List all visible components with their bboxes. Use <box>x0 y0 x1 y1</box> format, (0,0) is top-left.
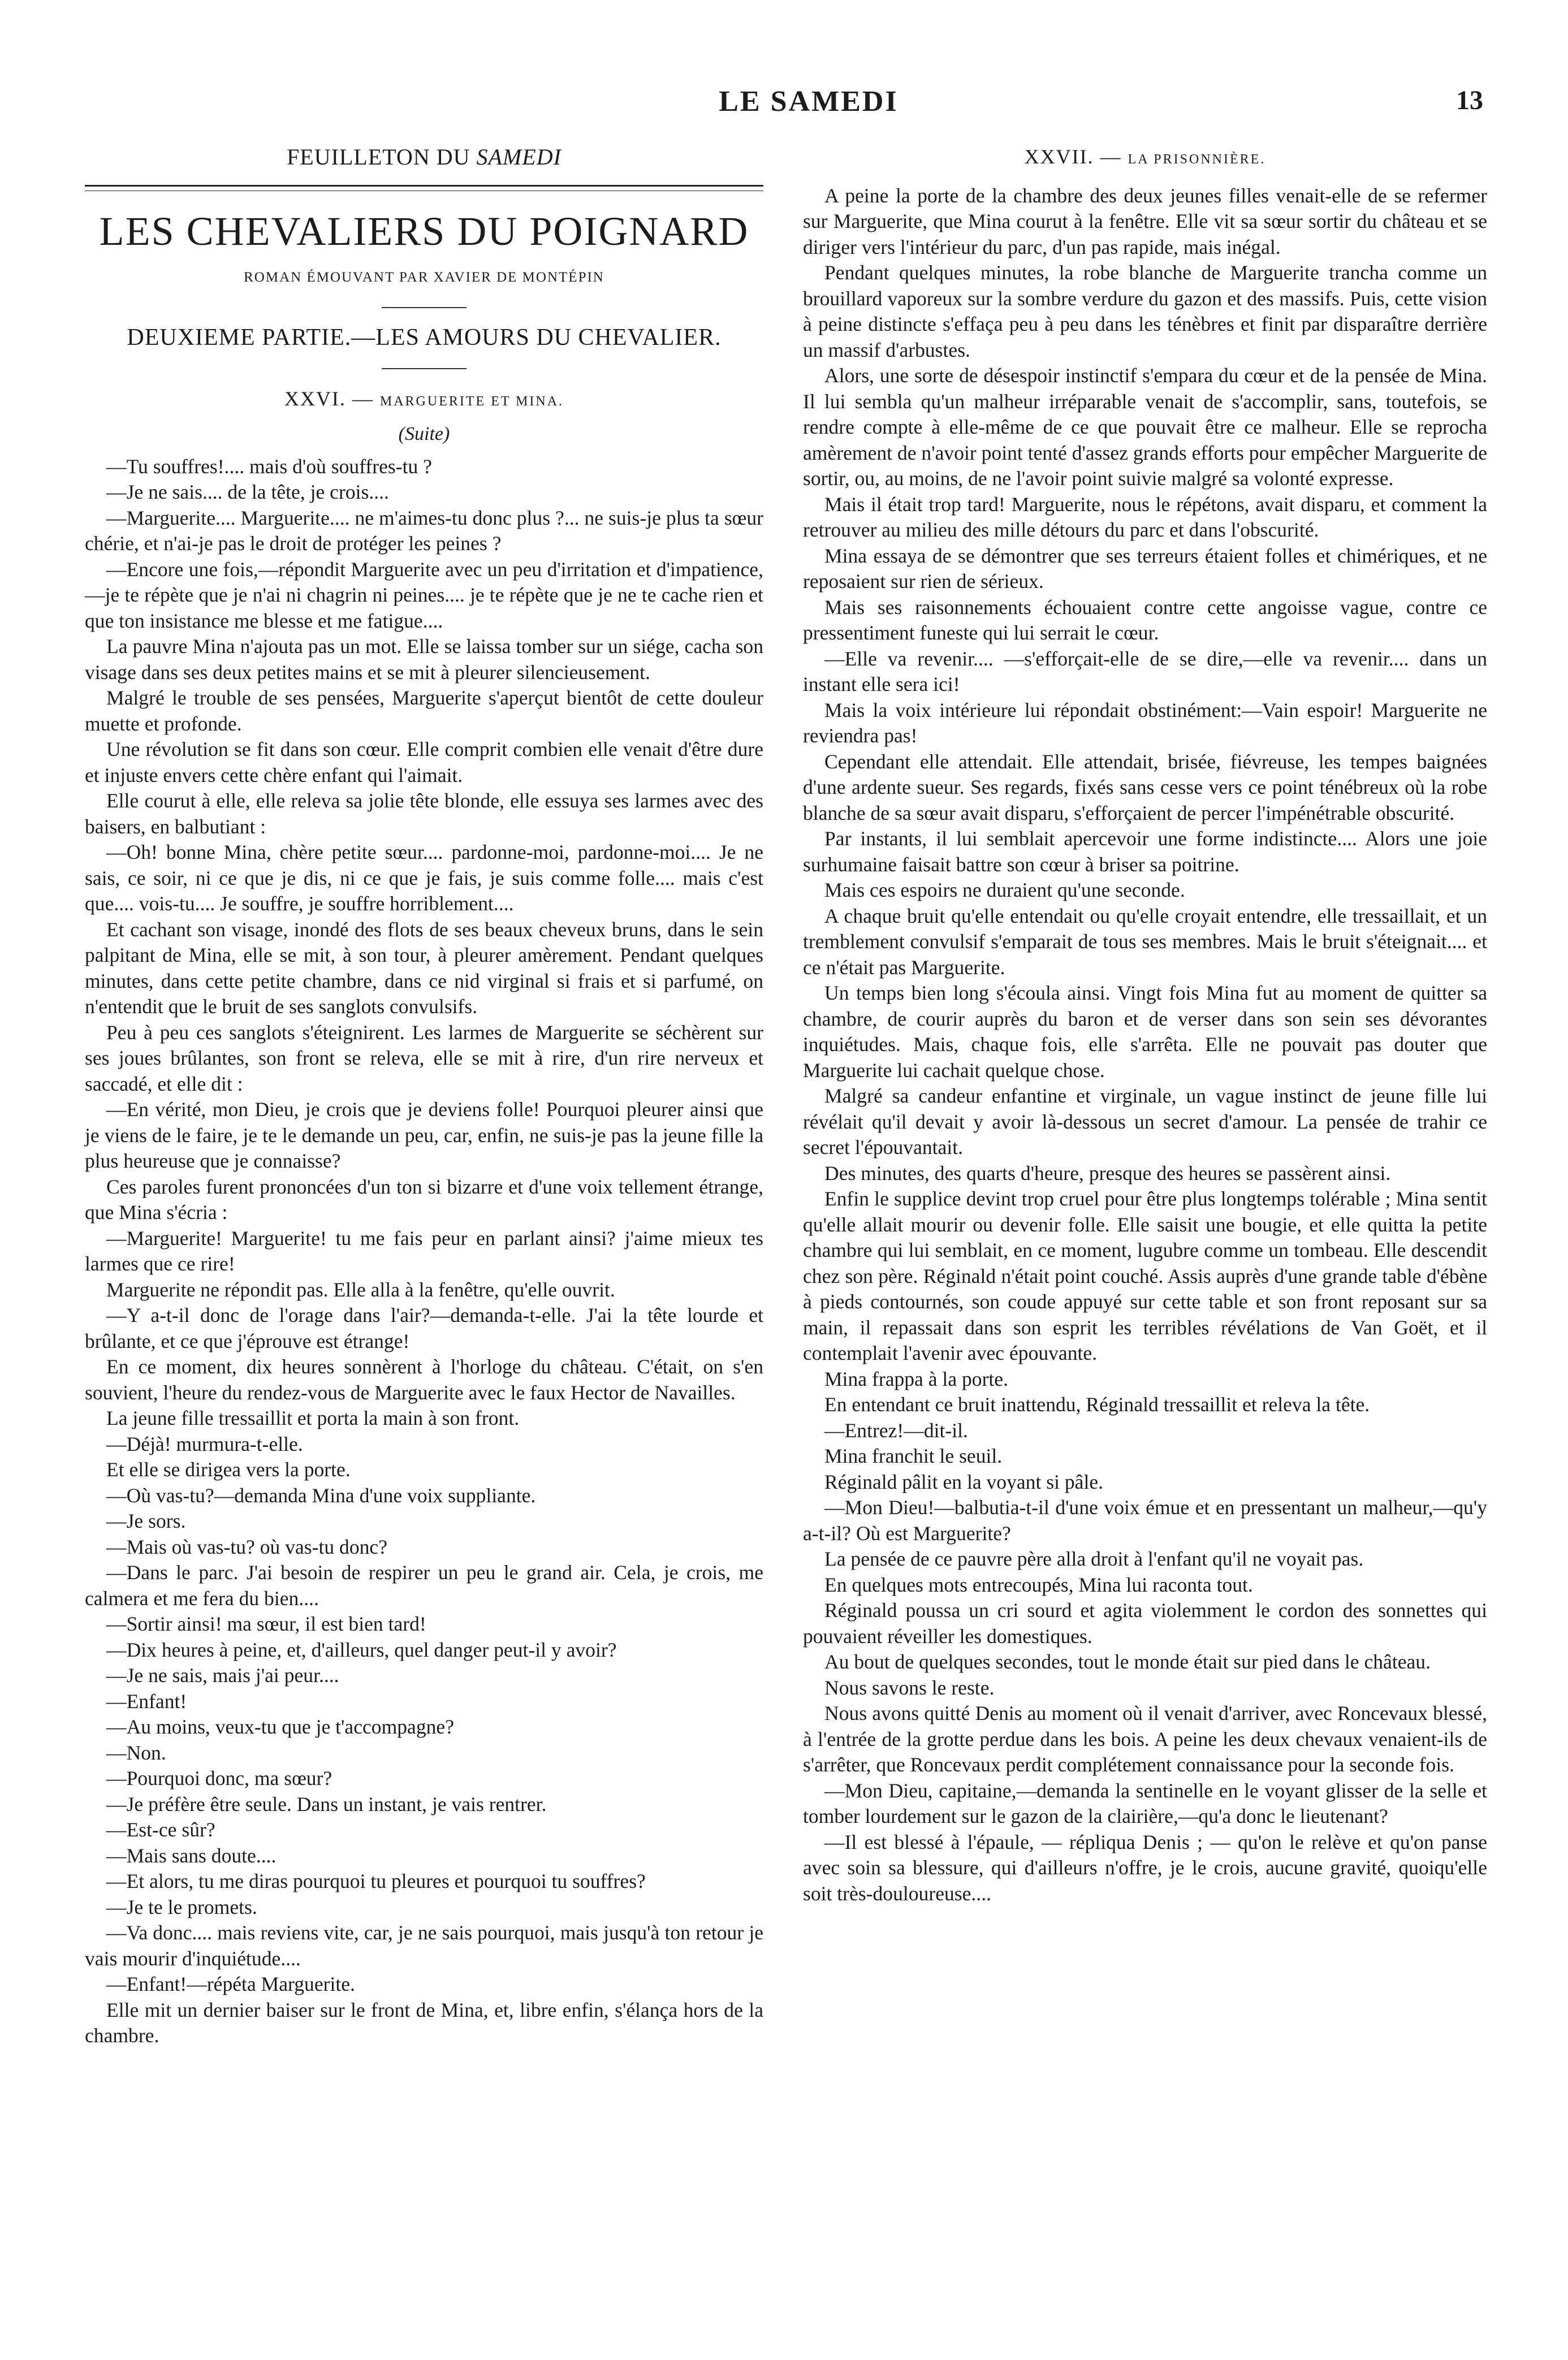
paragraph: —Sortir ainsi! ma sœur, il est bien tard! <box>106 1613 426 1635</box>
left-column <box>85 144 763 2049</box>
right-column <box>803 144 1487 1907</box>
paragraph: —Où vas-tu?—demanda Mina d'une voix suppliante. <box>106 1484 536 1507</box>
novel-title: LES CHEVALIERS DU POIGNARD <box>99 208 749 254</box>
paragraph: Une révolution se fit dans son cœur. Elle comprit combien elle venait d'être dure et injuste envers cette chère enfant qui l'aimait. <box>85 738 763 786</box>
byline: ROMAN ÉMOUVANT PAR XAVIER DE MONTÉPIN <box>244 269 604 285</box>
paragraph: Mais ses raisonnements échouaient contre cette angoisse vague, contre ce pressentiment funeste qui lui serrait le cœur. <box>803 595 1487 644</box>
paragraph: Mais la voix intérieure lui répondait obstinément:—Vain espoir! Marguerite ne reviendra pas! <box>803 698 1487 747</box>
paragraph: —Mon Dieu, capitaine,—demanda la sentinelle en le voyant glisser de la selle et tomber lourdement sur le gazon de la clairière,—qu'a donc le lieutenant? <box>803 1779 1487 1827</box>
paragraph: La pensée de ce pauvre père alla droit à l'enfant qu'il ne voyait pas. <box>824 1548 1364 1570</box>
paragraph: —Marguerite.... Marguerite.... ne m'aimes-tu donc plus ?... ne suis-je plus ta sœur chérie, et n'ai-je pas le droit de protéger les peines ? <box>85 506 763 555</box>
chapter-number: XXVII. — <box>1024 145 1122 168</box>
paragraph: Enfin le supplice devint trop cruel pour être plus longtemps tolérable ; Mina sentit qu'elle allait mourir ou devenir folle. Elle saisit une bougie, et elle quitta la petite chambre qui lui semblait, en ce moment, lugubre comme un tombeau. Elle descendit chez son père. Réginald n'était point couché. Assis auprès d'une grande table d'ébène à pieds contournés, son coude appuyé sur cette table et son front reposant sur sa main, il repassait dans son esprit les terribles révélations de Van Goët, et il contemplait l'avenir avec épouvante. <box>803 1187 1487 1364</box>
paragraph: Et elle se dirigea vers la porte. <box>106 1458 351 1481</box>
paragraph: Au bout de quelques secondes, tout le monde était sur pied dans le château. <box>824 1650 1431 1673</box>
short-rule <box>382 307 466 308</box>
short-rule <box>382 368 466 369</box>
chapter-number: XXVI. — <box>284 387 374 410</box>
paragraph: Pendant quelques minutes, la robe blanche de Marguerite trancha comme un brouillard vaporeux sur la sombre verdure du gazon et des massifs. Puis, cette vision à peine distincte s'effaça peu à peu dans les ténèbres et finit par disparaître derrière un massif d'arbustes. <box>803 261 1487 361</box>
paragraph: Des minutes, des quarts d'heure, presque des heures se passèrent ainsi. <box>824 1161 1391 1185</box>
left-body-text <box>85 454 763 2049</box>
paragraph: —Encore une fois,—répondit Marguerite avec un peu d'irritation et d'impatience,—je te répète que je n'ai ni chagrin ni peines.... je te répète que je ne te cache rien et que ton insistance me blesse et me fatigue.... <box>85 557 763 632</box>
paragraph: En entendant ce bruit inattendu, Réginald tressaillit et releva la tête. <box>824 1393 1370 1416</box>
paragraph: Et cachant son visage, inondé des flots de ses beaux cheveux bruns, dans le sein palpitant de Mina, elle se mit, à son tour, à pleurer amèrement. Pendant quelques minutes, dans cette petite chambre, dans ce nid virginal si frais et si parfumé, on n'entendit que le bruit de ses sanglots convulsifs. <box>85 918 763 1018</box>
paragraph: En quelques mots entrecoupés, Mina lui raconta tout. <box>824 1573 1253 1596</box>
paragraph: Réginald poussa un cri sourd et agita violemment le cordon des sonnettes qui pouvaient réveiller les domestiques. <box>803 1599 1487 1648</box>
chapter-heading <box>85 386 763 415</box>
paragraph: En ce moment, dix heures sonnèrent à l'horloge du château. C'était, on s'en souvient, l'heure du rendez-vous de Marguerite avec le faux Hector de Navailles. <box>85 1355 763 1404</box>
paragraph: —Je te le promets. <box>106 1895 257 1918</box>
paragraph: —Je ne sais, mais j'ai peur.... <box>106 1664 339 1687</box>
paragraph: Elle courut à elle, elle releva sa jolie tête blonde, elle essuya ses larmes avec des baisers, en balbutiant : <box>85 789 763 838</box>
paragraph: A chaque bruit qu'elle entendait ou qu'elle croyait entendre, elle tressaillait, et un tremblement convulsif s'emparait de tous ses membres. Mais le bruit s'éteignait.... et ce n'était pas Marguerite. <box>803 904 1487 979</box>
feuilleton-label: FEUILLETON DU <box>287 144 470 170</box>
paragraph: Réginald pâlit en la voyant si pâle. <box>824 1470 1104 1493</box>
paragraph: —Je préfère être seule. Dans un instant, je vais rentrer. <box>106 1792 547 1816</box>
paragraph: —Je ne sais.... de la tête, je crois.... <box>106 481 389 503</box>
double-rule <box>85 185 763 191</box>
paragraph: —Il est blessé à l'épaule, — répliqua Denis ; — qu'on le relève et qu'on panse avec soin sa blessure, qui d'ailleurs n'offre, je le crois, aucune gravité, quoiqu'elle soit très-douloureuse.... <box>803 1830 1487 1905</box>
paragraph: —Pourquoi donc, ma sœur? <box>106 1767 332 1790</box>
paragraph: Par instants, il lui semblait apercevoir une forme indistincte.... Alors une joie surhumaine faisait battre son cœur à briser sa poitrine. <box>803 827 1487 876</box>
paragraph: Mina frappa à la porte. <box>824 1367 1008 1390</box>
paragraph: —Oh! bonne Mina, chère petite sœur.... pardonne-moi, pardonne-moi.... Je ne sais, ce soir, ni ce que je dis, ni ce que je fais, je suis comme folle.... mais c'est que.... vois-tu.... Je souffre, je souffre horriblement.... <box>85 841 763 915</box>
paragraph: La pauvre Mina n'ajouta pas un mot. Elle se laissa tomber sur un siége, cacha son visage dans ses deux petites mains et se mit à pleurer silencieusement. <box>85 635 763 684</box>
paragraph: Mina franchit le seuil. <box>824 1445 1003 1467</box>
paragraph: —Mais où vas-tu? où vas-tu donc? <box>106 1535 387 1558</box>
paragraph: —Elle va revenir.... —s'efforçait-elle de se dire,—elle va revenir.... dans un instant elle sera ici! <box>803 647 1487 695</box>
feuilleton-heading <box>85 144 763 170</box>
paragraph: Peu à peu ces sanglots s'éteignirent. Les larmes de Marguerite se séchèrent sur ses joues brûlantes, son front se releva, elle se mit à rire, d'un rire nerveux et saccadé, et elle dit : <box>85 1021 763 1095</box>
paragraph: Mina essaya de se démontrer que ses terreurs étaient folles et chimériques, et ne reposaient sur rien de sérieux. <box>803 544 1487 593</box>
paragraph: —Est-ce sûr? <box>106 1818 215 1841</box>
paragraph: Mais il était trop tard! Marguerite, nous le répétons, avait disparu, et comment la retrouver au milieu des mille détours du parc et dans l'obscurité. <box>803 492 1487 541</box>
paragraph: —Dans le parc. J'ai besoin de respirer un peu le grand air. Cela, je crois, me calmera et me fera du bien.... <box>85 1561 763 1610</box>
paragraph: —Non. <box>106 1741 166 1764</box>
paragraph: Marguerite ne répondit pas. Elle alla à la fenêtre, qu'elle ouvrit. <box>106 1278 615 1301</box>
chapter-heading <box>803 144 1487 173</box>
paragraph: —Mais sans doute.... <box>106 1844 277 1867</box>
paragraph: —Tu souffres!.... mais d'où souffres-tu ? <box>106 455 432 478</box>
paragraph: Un temps bien long s'écoula ainsi. Vingt fois Mina fut au moment de quitter sa chambre, de courir auprès du baron et de verser dans son sein ses dévorantes inquiétudes. Mais, chaque fois, elle s'arrêta. Elle ne pouvait pas douter que Marguerite lui cachait quelque chose. <box>803 982 1487 1082</box>
part-heading: DEUXIEME PARTIE.—LES AMOURS DU CHEVALIER. <box>127 325 722 351</box>
paragraph: —Entrez!—dit-il. <box>824 1419 968 1442</box>
paragraph: La jeune fille tressaillit et porta la main à son front. <box>106 1407 520 1429</box>
feuilleton-journal: SAMEDI <box>476 144 561 170</box>
paragraph: Malgré sa candeur enfantine et virginale, un vague instinct de jeune fille lui révélait qu'il devait y avoir là-dessous un secret d'amour. La pensée de trahir ce secret l'épouvantait. <box>803 1084 1487 1159</box>
page-number: 13 <box>1456 85 1483 115</box>
paragraph: —Enfant!—répéta Marguerite. <box>106 1973 355 1995</box>
paragraph: —Y a-t-il donc de l'orage dans l'air?—demanda-t-elle. J'ai la tête lourde et brûlante, et ce que j'éprouve est étrange! <box>85 1304 763 1352</box>
paragraph: —Déjà! murmura-t-elle. <box>106 1432 303 1455</box>
paragraph: Alors, une sorte de désespoir instinctif s'empara du cœur et de la pensée de Mina. Il lui sembla qu'un malheur irréparable venait de s'accomplir, sans, toutefois, se rendre compte à elle-même de ce que pouvait être ce malheur. Elle se reprocha amèrement de n'avoir point tenté d'assez grands efforts pour empêcher Marguerite de sortir, ou, au moins, de ne l'avoir point suivie malgré sa volonté expresse. <box>803 364 1487 490</box>
paragraph: Malgré le trouble de ses pensées, Marguerite s'aperçut bientôt de cette douleur muette et profonde. <box>85 686 763 735</box>
paragraph: —En vérité, mon Dieu, je crois que je deviens folle! Pourquoi pleurer ainsi que je viens de le faire, je te le demande un peu, car, enfin, ne suis-je pas la jeune fille la plus heureuse que je connaisse? <box>85 1098 763 1172</box>
chapter-title: LA PRISONNIÈRE. <box>1128 152 1266 167</box>
paragraph: Mais ces espoirs ne duraient qu'une seconde. <box>824 879 1185 901</box>
paragraph: —Et alors, tu me diras pourquoi tu pleures et pourquoi tu souffres? <box>106 1870 646 1892</box>
paragraph: —Au moins, veux-tu que je t'accompagne? <box>106 1715 455 1738</box>
paragraph: —Marguerite! Marguerite! tu me fais peur en parlant ainsi? j'aime mieux tes larmes que ce rire! <box>85 1226 763 1275</box>
paragraph: Elle mit un dernier baiser sur le front de Mina, et, libre enfin, s'élança hors de la chambre. <box>85 1998 763 2047</box>
chapter-title: MARGUERITE ET MINA. <box>379 394 564 409</box>
paragraph: Cependant elle attendait. Elle attendait, brisée, fiévreuse, les tempes baignées d'une ardente sueur. Ses regards, fixés sans cesse vers ce point ténébreux où la robe blanche de sa sœur avait disparu, s'efforçaient de percer l'impénétrable obscurité. <box>803 750 1487 824</box>
right-body-text <box>803 183 1487 1907</box>
paragraph: Ces paroles furent prononcées d'un ton si bizarre et d'une voix tellement étrange, que Mina s'écria : <box>85 1175 763 1224</box>
paragraph: Nous avons quitté Denis au moment où il venait d'arriver, avec Roncevaux blessé, à l'entrée de la grotte perdue dans les bois. A peine les deux chevaux venaient-ils de s'arrêter, que Roncevaux perdit complétement connaissance pour la seconde fois. <box>803 1702 1487 1776</box>
paragraph: —Dix heures à peine, et, d'ailleurs, quel danger peut-il y avoir? <box>106 1638 617 1661</box>
running-head <box>0 85 1568 130</box>
paragraph: —Je sors. <box>106 1510 186 1532</box>
paragraph: —Mon Dieu!—balbutia-t-il d'une voix émue et en pressentant un malheur,—qu'y a-t-il? Où est Marguerite? <box>803 1496 1487 1545</box>
paragraph: A peine la porte de la chambre des deux jeunes filles venait-elle de se refermer sur Marguerite, que Mina courut à la fenêtre. Elle vit sa sœur sortir du château et se diriger vers l'intérieur du parc, d'un pas rapide, mais inégal. <box>803 184 1487 258</box>
paragraph: —Va donc.... mais reviens vite, car, je ne sais pourquoi, mais jusqu'à ton retour je vais mourir d'inquiétude.... <box>85 1921 763 1970</box>
paragraph: —Enfant! <box>106 1689 187 1713</box>
paragraph: Nous savons le reste. <box>824 1676 995 1699</box>
journal-title: LE SAMEDI <box>719 85 899 118</box>
suite-note: (Suite) <box>398 423 450 444</box>
